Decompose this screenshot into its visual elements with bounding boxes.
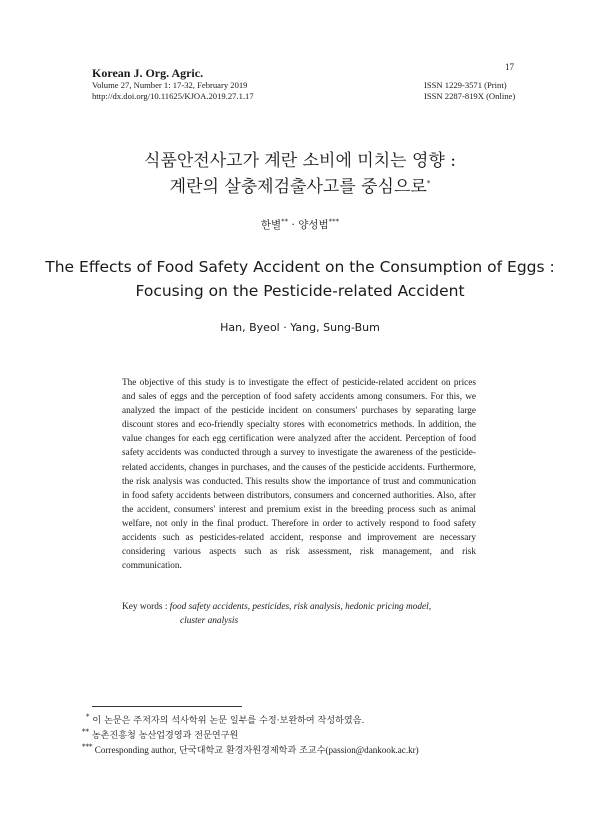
korean-authors [0, 217, 600, 232]
footnote-mark: * [426, 179, 431, 188]
footnote [82, 743, 419, 756]
email-link[interactable]: (passion@dankook.ac.kr) [325, 745, 419, 756]
footnote-mark: ** [82, 728, 89, 736]
footnote [82, 728, 238, 741]
volume-info: Volume 27, Number 1: 17-32, February 2019 [92, 80, 248, 90]
keywords-label: Key words : [122, 602, 170, 612]
english-title-line1: The Effects of Food Safety Accident on the Consumption of Eggs : [45, 258, 555, 276]
abstract-text: The objective of this study is to investigate the effect of pesticide-related accident on prices and sales of eggs and the perception of food safety accidents among consumers. For this, we analyzed the impact of the pesticide incident on consumers' purchases by separating large discount stores and eco-friendly specialty stores with econometrics methods. In addition, the value changes for each egg certification were analyzed after the accident. Perception of food safety accidents was conducted through a survey to investigate the awareness of the pesticide-related accidents, changes in purchases, and the causes of the pesticide accidents. Furthermore, the risk analysis was conducted. This results show the importance of trust and communication in food safety accidents between distributors, consumers and concerned authorities. Also, after the accident, consumers' interest and premium exist in the breeding process such as animal welfare, not only in the final product. Therefore in order to actively respond to food safety accidents such as pesticides-related accident, response and improvement are necessary considering various aspects such as risk assessment, risk management, and risk communication. [122, 378, 476, 572]
english-title-line2: Focusing on the Pesticide-related Accident [135, 282, 465, 300]
footnote-text: 이 논문은 주저자의 석사학위 논문 일부를 수정·보완하여 작성하였음. [89, 716, 365, 727]
author-name: 양성범 [298, 219, 329, 231]
footnote-text: 농촌진흥청 농산업경영과 전문연구원 [89, 731, 239, 742]
korean-title-line2 [0, 172, 600, 197]
footnote-mark: ** [281, 217, 289, 226]
issn-print: ISSN 1229-3571 (Print) [424, 80, 507, 90]
keywords-list: food safety accidents, pesticides, risk analysis, hedonic pricing model, [169, 602, 432, 612]
footnote-mark: *** [328, 217, 340, 226]
footnote-text: 단국대학교 환경자원경제학과 조교수 [176, 746, 326, 757]
journal-name: Korean J. Org. Agric. [92, 66, 204, 80]
korean-title-line1: 식품안전사고가 계란 소비에 미치는 영향 : [144, 151, 456, 171]
keywords-line1 [122, 600, 492, 614]
keywords-line2: cluster analysis [180, 616, 239, 626]
footnote-text: Corresponding author, [92, 745, 177, 756]
author-separator: · [288, 219, 299, 231]
keywords [122, 600, 492, 628]
page-number: 17 [505, 62, 514, 72]
issn-online: ISSN 2287-819X (Online) [424, 91, 516, 101]
footnote-divider [92, 706, 242, 707]
english-authors: Han, Byeol · Yang, Sung-Bum [220, 321, 380, 334]
abstract [122, 376, 476, 573]
doi-link[interactable]: http://dx.doi.org/10.11625/KJOA.2019.27.1.17 [92, 91, 254, 101]
footnote-mark: * [86, 713, 90, 721]
author-name: 한별 [260, 219, 282, 231]
footnote-mark: *** [82, 743, 93, 751]
footnote [86, 713, 364, 726]
korean-title-line2-text: 계란의 살충제검출사고를 중심으로 [169, 177, 427, 197]
